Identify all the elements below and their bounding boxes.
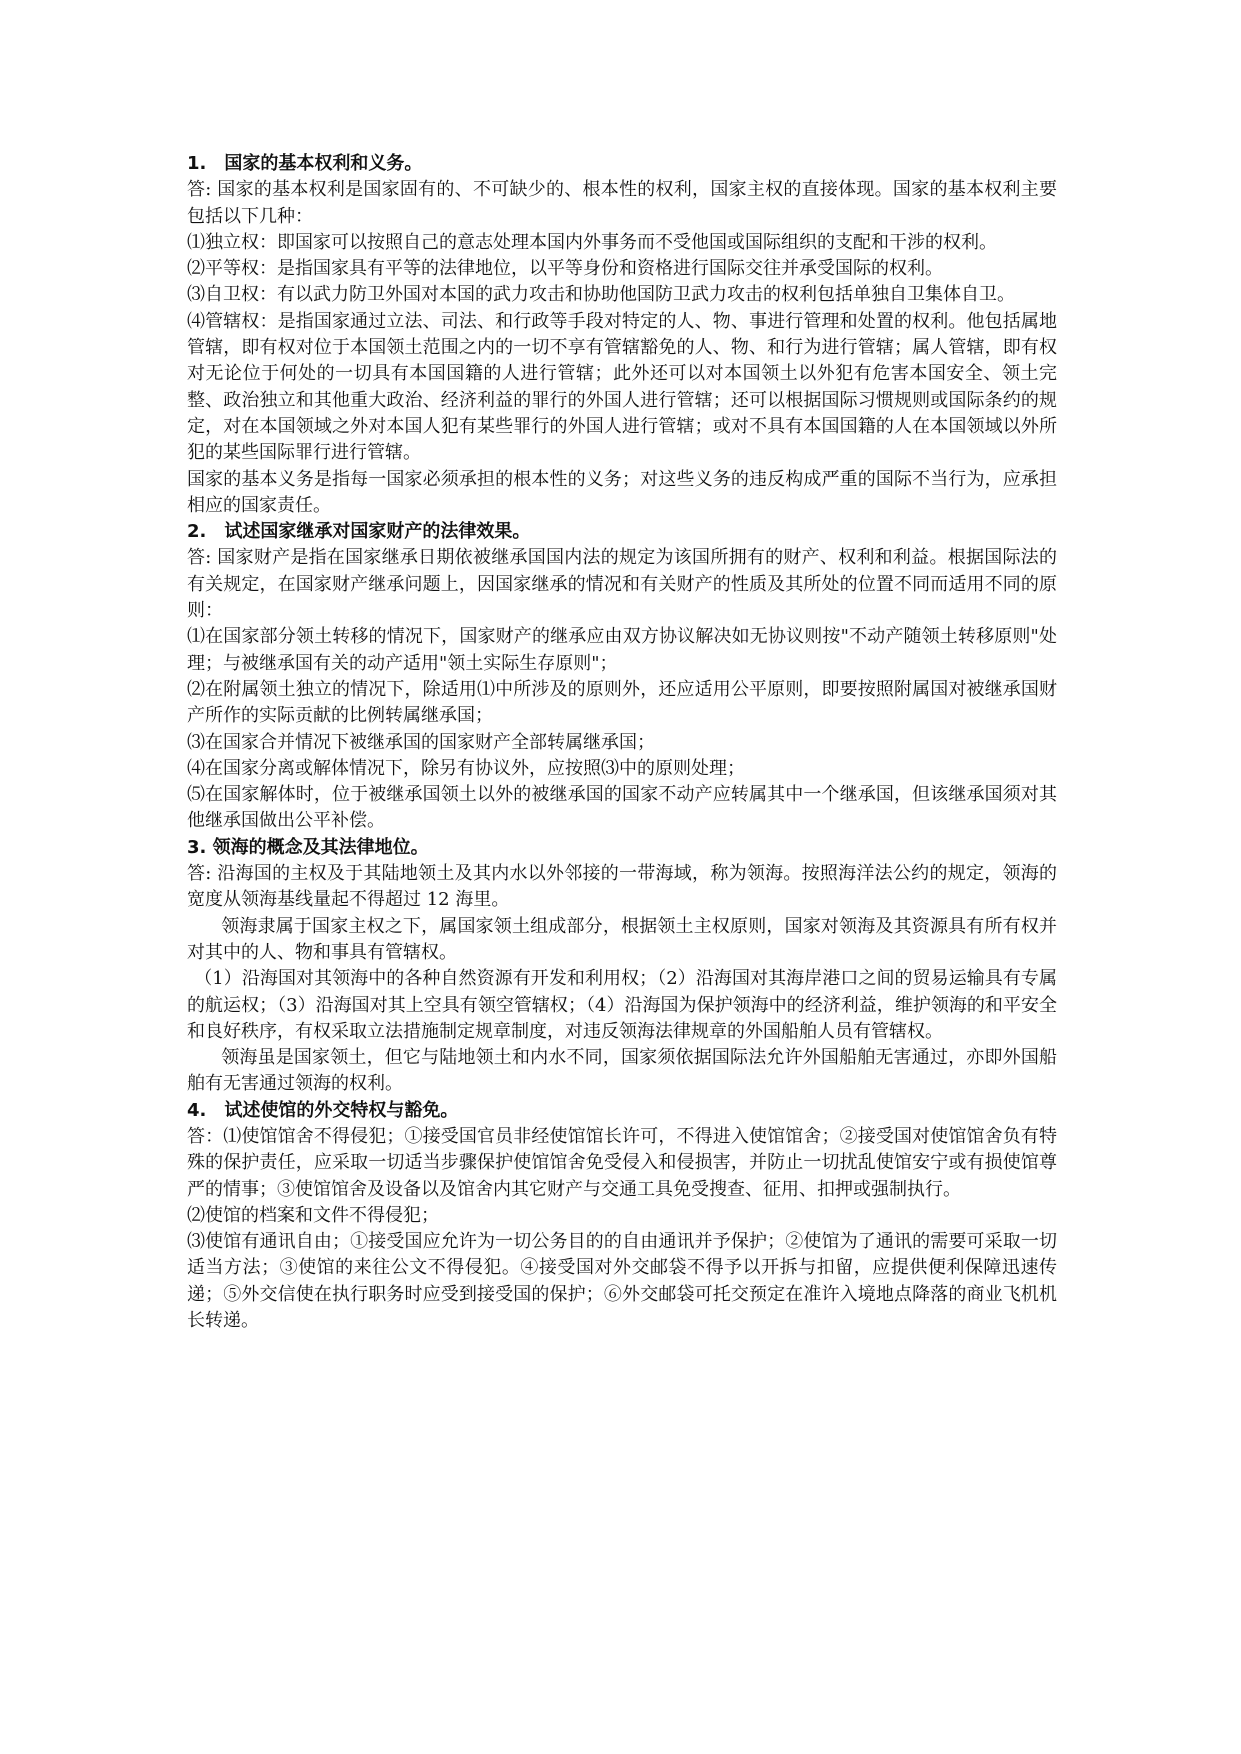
section-1-title: 1. 国家的基本权利和义务。 bbox=[187, 153, 423, 174]
section-2-item-2: ⑵在附属领土独立的情况下，除适用⑴中所涉及的原则外，还应适用公平原则，即要按照附属国对被继承国财产所作的实际贡献的比例转属继承国； bbox=[187, 678, 1057, 727]
section-3-paragraph-2: （1）沿海国对其领海中的各种自然资源有开发和利用权；（2）沿海国对其海岸港口之间的贸易运输具有专属的航运权；（3）沿海国对其上空具有领空管辖权；（4）沿海国为保护领海中的经济利益，维护领海的和平安全和良好秩序，有权采取立法措施制定规章制度，对违反领海法律规章的外国船舶人员有管辖权。 bbox=[187, 968, 1057, 1042]
section-4-item-3: ⑶使馆有通讯自由；①接受国应允许为一切公务目的的自由通讯并予保护；②使馆为了通讯的需要可采取一切适当方法；③使馆的来往公文不得侵犯。④接受国对外交邮袋不得予以开拆与扣留，应提供便利保障迅速传递；⑤外交信使在执行职务时应受到接受国的保护；⑥外交邮袋可托交预定在准许入境地点降落的商业飞机机长转递。 bbox=[187, 1231, 1057, 1332]
section-2-item-4: ⑷在国家分离或解体情况下，除另有协议外，应按照⑶中的原则处理； bbox=[187, 757, 745, 779]
section-1-duty: 国家的基本义务是指每一国家必须承担的根本性的义务；对这些义务的违反构成严重的国际不当行为，应承担相应的国家责任。 bbox=[187, 468, 1057, 516]
section-2-answer: 答: 国家财产是指在国家继承日期依被继承国国内法的规定为该国所拥有的财产、权利和利益。根据国际法的有关规定，在国家财产继承问题上，因国家继承的情况和有关财产的性质及其所处的位置不同而适用不同的原则： bbox=[187, 547, 1057, 622]
section-3-paragraph-3: 领海虽是国家领土，但它与陆地领土和内水不同，国家须依据国际法允许外国船舶无害通过，亦即外国船舶有无害通过领海的权利。 bbox=[187, 1047, 1057, 1095]
section-1-item-2: ⑵平等权：是指国家具有平等的法律地位，以平等身份和资格进行国际交往并承受国际的权利。 bbox=[187, 258, 943, 280]
section-2-title: 2. 试述国家继承对国家财产的法律效果。 bbox=[187, 521, 531, 543]
section-3-paragraph-1: 领海隶属于国家主权之下，属国家领土组成部分，根据领土主权原则，国家对领海及其资源具有所有权并对其中的人、物和事具有管辖权。 bbox=[187, 915, 1057, 963]
section-4-answer: 答：⑴使馆馆舍不得侵犯；①接受国官员非经使馆馆长许可，不得进入使馆馆舍；②接受国对使馆馆舍负有特殊的保护责任，应采取一切适当步骤保护使馆馆舍免受侵入和侵损害，并防止一切扰乱使馆安宁或有损使馆尊严的情事；③使馆馆舍及设备以及馆舍内其它财产与交通工具免受搜查、征用、扣押或强制执行。 bbox=[187, 1125, 1057, 1200]
section-2-item-5: ⑸在国家解体时，位于被继承国领土以外的被继承国的国家不动产应转属其中一个继承国，但该继承国须对其他继承国做出公平补偿。 bbox=[187, 784, 1057, 832]
section-1-item-3: ⑶自卫权：有以武力防卫外国对本国的武力攻击和协助他国防卫武力攻击的权利包括单独自卫集体自卫。 bbox=[187, 284, 1015, 306]
section-2-item-3: ⑶在国家合并情况下被继承国的国家财产全部转属继承国； bbox=[187, 731, 655, 753]
section-2-item-1: ⑴在国家部分领土转移的情况下，国家财产的继承应由双方协议解决如无协议则按"不动产随领土转移原则"处理；与被继承国有关的动产适用"领土实际生存原则"； bbox=[187, 626, 1057, 674]
section-1-item-1: ⑴独立权：即国家可以按照自己的意志处理本国内外事务而不受他国或国际组织的支配和干涉的权利。 bbox=[187, 231, 997, 253]
document-page bbox=[187, 151, 1057, 1334]
section-4-title: 4. 试述使馆的外交特权与豁免。 bbox=[187, 1099, 459, 1121]
section-4-item-2: ⑵使馆的档案和文件不得侵犯； bbox=[187, 1204, 439, 1226]
section-1-answer: 答: 国家的基本权利是国家固有的、不可缺少的、根本性的权利，国家主权的直接体现。国家的基本权利主要包括以下几种： bbox=[187, 179, 1057, 227]
section-1-item-4: ⑷管辖权：是指国家通过立法、司法、和行政等手段对特定的人、物、事进行管理和处置的权利。他包括属地管辖，即有权对位于本国领土范围之内的一切不享有管辖豁免的人、物、和行为进行管辖；属人管辖，即有权对无论位于何处的一切具有本国国籍的人进行管辖；此外还可以对本国领土以外犯有危害本国安全、领土完整、政治独立和其他重大政治、经济利益的罪行的外国人进行管辖；还可以根据国际习惯规则或国际条约的规定，对在本国领域之外对本国人犯有某些罪行的外国人进行管辖；或对不具有本国国籍的人在本国领域以外所犯的某些国际罪行进行管辖。 bbox=[187, 310, 1057, 464]
section-3-answer: 答: 沿海国的主权及于其陆地领土及其内水以外邻接的一带海域，称为领海。按照海洋法公约的规定，领海的宽度从领海基线量起不得超过 12 海里。 bbox=[187, 863, 1057, 911]
section-3-title: 3. 领海的概念及其法律地位。 bbox=[187, 836, 429, 858]
